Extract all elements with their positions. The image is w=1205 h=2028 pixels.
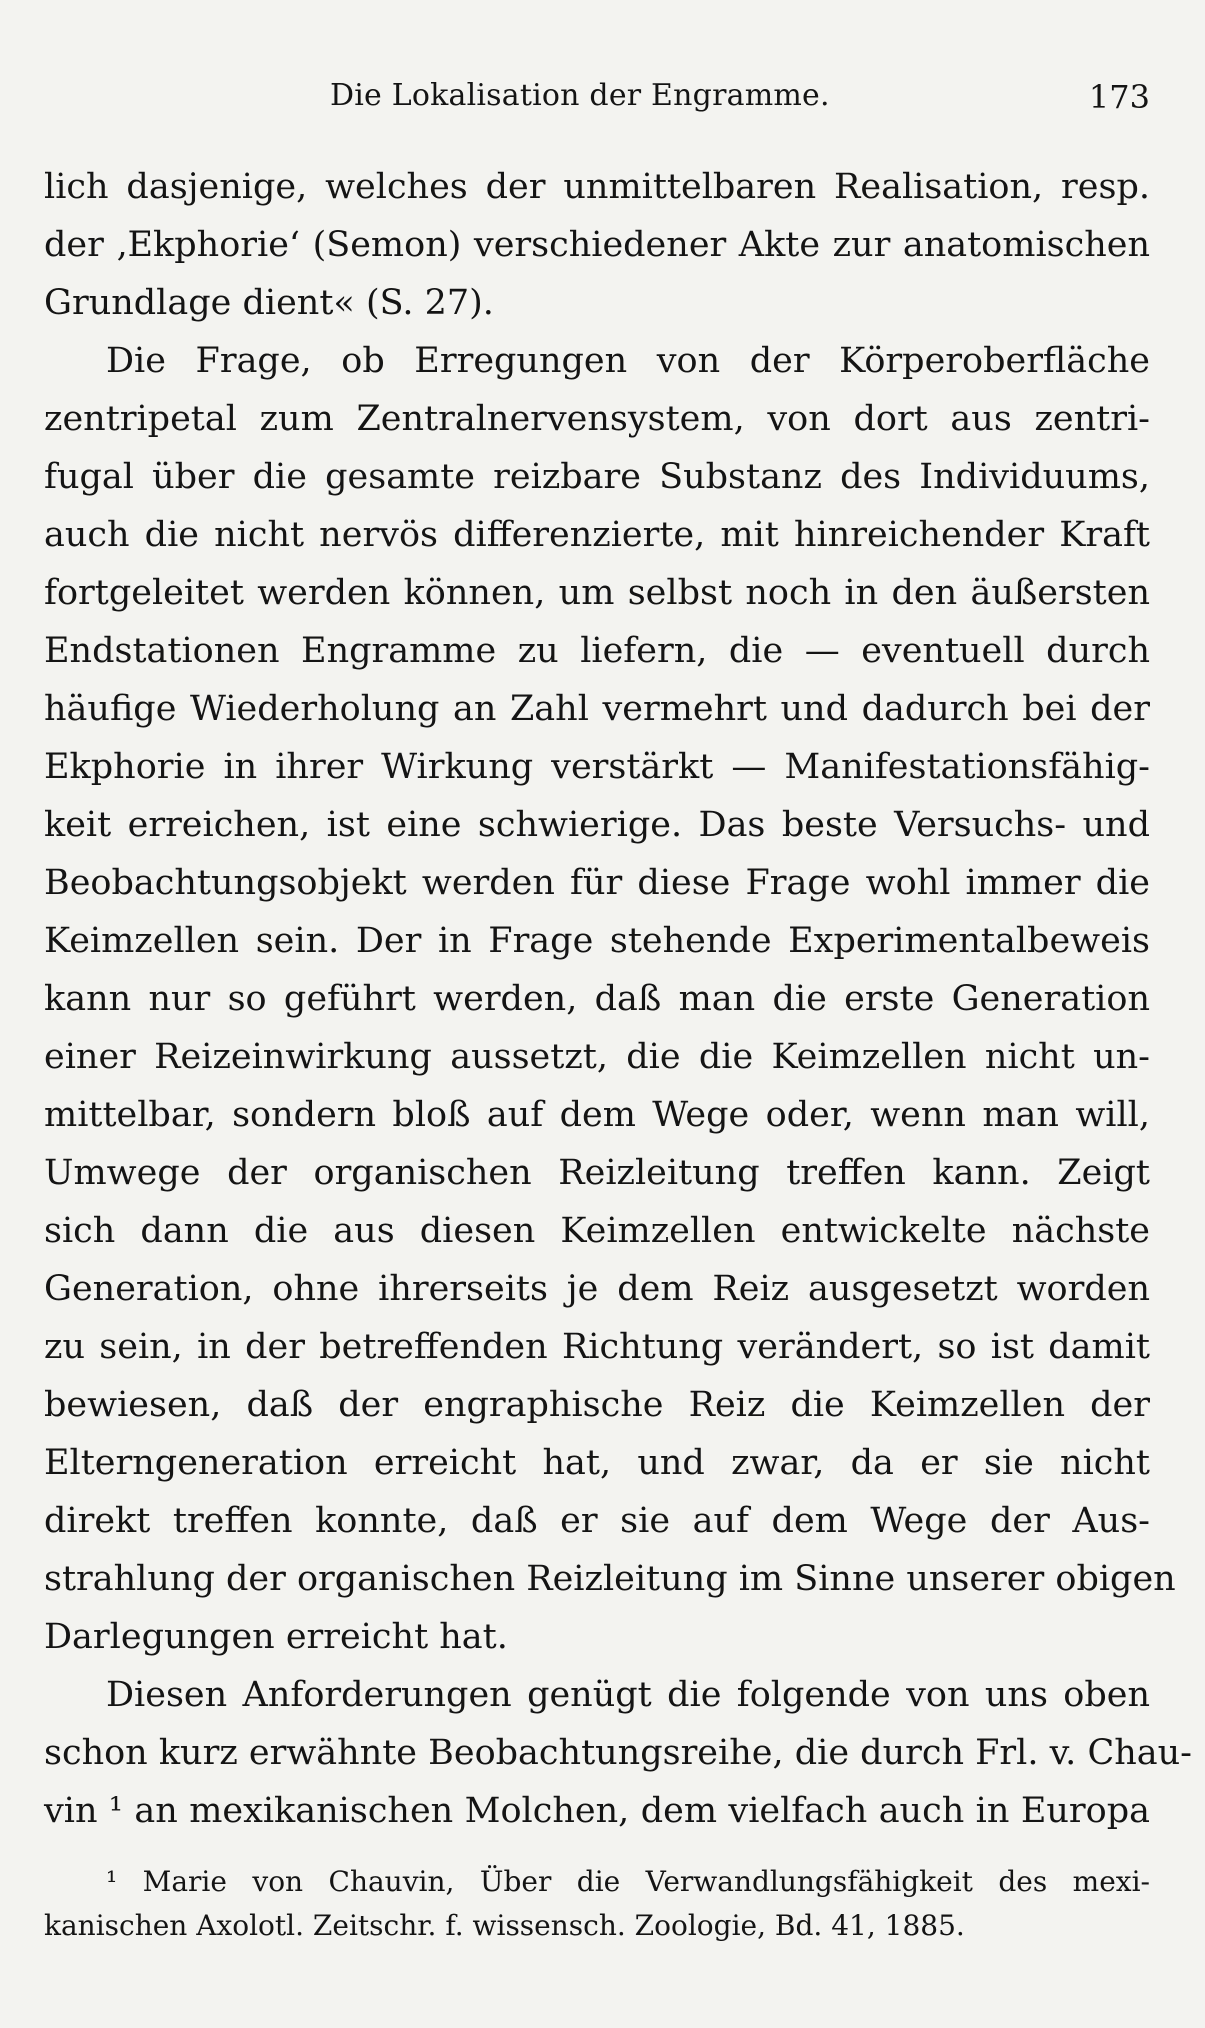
- footnote-line: kanischen Axolotl. Zeitschr. f. wissensch. Zoologie, Bd. 41, 1885.: [44, 1909, 965, 1942]
- text-line: der ‚Ekphorie‘ (Semon) verschiedener Akte zur anatomischen: [44, 225, 1150, 265]
- text-line: Ekphorie in ihrer Wirkung verstärkt — Manifestationsfähig-: [44, 747, 1150, 787]
- text-line: vin ¹ an mexikanischen Molchen, dem vielfach auch in Europa: [44, 1791, 1150, 1831]
- text-line: fortgeleitet werden können, um selbst noch in den äußersten: [44, 573, 1150, 613]
- footnotes: [44, 1860, 1150, 1948]
- text-line: zu sein, in der betreffenden Richtung verändert, so ist damit: [44, 1327, 1150, 1367]
- text-line: keit erreichen, ist eine schwierige. Das beste Versuchs- und: [44, 805, 1150, 845]
- text-line: Beobachtungsobjekt werden für diese Frage wohl immer die: [44, 863, 1150, 903]
- text-line: lich dasjenige, welches der unmittelbaren Realisation, resp.: [44, 167, 1150, 207]
- text-line: schon kurz erwähnte Beobachtungsreihe, die durch Frl. v. Chau-: [44, 1733, 1192, 1773]
- text-line: bewiesen, daß der engraphische Reiz die Keimzellen der: [44, 1385, 1150, 1425]
- paragraph-start-line: Die Frage, ob Erregungen von der Körperoberfläche: [106, 341, 1150, 381]
- page-header: [330, 78, 1150, 118]
- text-line: zentripetal zum Zentralnervensystem, von dort aus zentri-: [44, 399, 1150, 439]
- text-line: fugal über die gesamte reizbare Substanz des Individuums,: [44, 457, 1150, 497]
- text-line: sich dann die aus diesen Keimzellen entwickelte nächste: [44, 1211, 1150, 1251]
- footnote-line: ¹ Marie von Chauvin, Über die Verwandlungsfähigkeit des mexi-: [106, 1865, 1150, 1898]
- page-number: 173: [1088, 78, 1150, 116]
- text-line: mittelbar, sondern bloß auf dem Wege oder, wenn man will,: [44, 1095, 1150, 1135]
- text-line: Elterngeneration erreicht hat, und zwar, da er sie nicht: [44, 1443, 1150, 1483]
- text-line: einer Reizeinwirkung aussetzt, die die Keimzellen nicht un-: [44, 1037, 1150, 1077]
- paragraph-start-line: Diesen Anforderungen genügt die folgende von uns oben: [106, 1675, 1150, 1715]
- text-line: Endstationen Engramme zu liefern, die — eventuell durch: [44, 631, 1150, 671]
- running-title: Die Lokalisation der Engramme.: [330, 78, 830, 113]
- text-line: Keimzellen sein. Der in Frage stehende Experimentalbeweis: [44, 921, 1150, 961]
- text-line: häufige Wiederholung an Zahl vermehrt und dadurch bei der: [44, 689, 1150, 729]
- text-line: Darlegungen erreicht hat.: [44, 1617, 508, 1657]
- text-line: direkt treffen konnte, daß er sie auf dem Wege der Aus-: [44, 1501, 1150, 1541]
- main-text: [44, 158, 1192, 1840]
- text-line: Grundlage dient« (S. 27).: [44, 283, 494, 323]
- text-line: Generation, ohne ihrerseits je dem Reiz ausgesetzt worden: [44, 1269, 1150, 1309]
- text-line: strahlung der organischen Reizleitung im Sinne unserer obigen: [44, 1559, 1176, 1599]
- text-line: Umwege der organischen Reizleitung treffen kann. Zeigt: [44, 1153, 1150, 1193]
- text-line: kann nur so geführt werden, daß man die erste Generation: [44, 979, 1150, 1019]
- text-line: auch die nicht nervös differenzierte, mit hinreichender Kraft: [44, 515, 1150, 555]
